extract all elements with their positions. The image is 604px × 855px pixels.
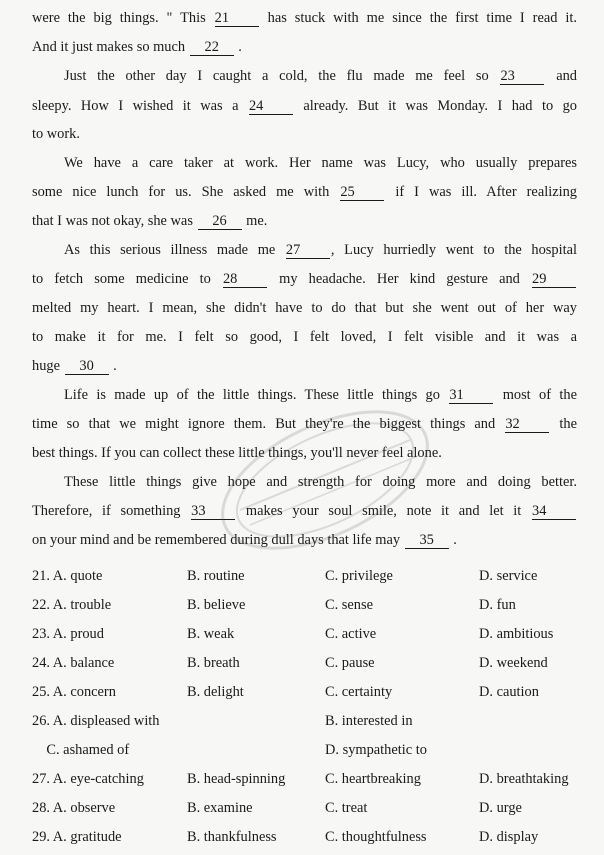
passage-line [32,414,577,434]
option-3: D. urge [479,800,522,816]
option-2: D. sympathetic to [325,742,427,758]
passage-text: sleepy. How I wished it was a [32,98,248,114]
passage-line [32,530,577,550]
passage-text: And it just makes so much [32,39,189,55]
option-1: B. routine [187,568,245,584]
blank-22: 22 [190,39,234,56]
passage-line [32,211,577,231]
passage-line [64,66,577,86]
blank-28: 28 [223,271,267,288]
passage-text: makes your soul smile, note it and let it [236,503,531,519]
passage-text: the [550,416,578,432]
option-2: C. privilege [325,568,393,584]
passage-text: . [449,532,457,548]
passage-line [32,124,577,144]
blank-34: 34 [532,503,576,520]
passage-text: huge [32,358,64,374]
passage-line [32,182,577,202]
passage-text: on your mind and be remembered during dull days that life may [32,532,404,548]
blank-33: 33 [191,503,235,520]
option-3: D. caution [479,684,539,700]
option-1: B. head-spinning [187,771,286,787]
option-3: D. service [479,568,538,584]
passage-line [32,269,577,289]
passage-text: time so that we might ignore them. But they're the biggest things and [32,416,505,432]
blank-31: 31 [449,387,493,404]
blank-35: 35 [405,532,449,549]
passage-text: . [234,39,242,55]
option-0: 23. A. proud [32,626,104,642]
option-2: C. pause [325,655,375,671]
option-3: D. weekend [479,655,548,671]
option-1: B. delight [187,684,244,700]
passage-line [32,37,577,57]
option-3: D. display [479,829,539,845]
option-0: C. ashamed of [32,742,130,758]
blank-26: 26 [198,213,242,230]
option-2: C. treat [325,800,368,816]
option-3: D. breathtaking [479,771,569,787]
passage-line [32,501,577,521]
passage-line [32,327,577,347]
passage-text: These little things give hope and strength for doing more and doing better. [64,474,577,490]
option-2: C. certainty [325,684,393,700]
option-3: D. ambitious [479,626,554,642]
passage-text: already. But it was Monday. I had to go [293,98,577,114]
passage-text: were the big things. " This [32,10,214,26]
blank-24: 24 [249,98,293,115]
option-1: B. breath [187,655,240,671]
option-0: 21. A. quote [32,568,103,584]
passage-line [32,356,577,376]
passage-line [32,443,577,463]
passage-line [64,153,577,173]
passage-text: and [545,68,577,84]
passage-text: to fetch some medicine to [32,271,222,287]
option-0: 24. A. balance [32,655,115,671]
passage-text: Just the other day I caught a cold, the flu made me feel so [64,68,500,84]
blank-23: 23 [500,68,544,85]
option-1: B. thankfulness [187,829,277,845]
blank-32: 32 [505,416,549,433]
option-2: B. interested in [325,713,413,729]
passage-line [64,385,577,405]
passage-line [64,472,577,492]
blank-27: 27 [286,242,330,259]
option-3: D. fun [479,597,516,613]
option-1: B. believe [187,597,246,613]
passage-line [64,240,577,260]
blank-30: 30 [65,358,109,375]
passage-text: my headache. Her kind gesture and [267,271,531,287]
passage-text: me. [242,213,268,229]
passage-text: if I was ill. After realizing [385,184,577,200]
passage-line [32,298,577,318]
passage-text: that I was not okay, she was [32,213,197,229]
passage-line [32,96,577,116]
passage-text: . [109,358,117,374]
option-0: 28. A. observe [32,800,116,816]
passage-text: to make it for me. I felt so good, I felt loved, I felt visible and it was a [32,329,577,345]
passage-line [32,8,577,28]
option-0: 26. A. displeased with [32,713,160,729]
option-2: C. thoughtfulness [325,829,427,845]
option-2: C. active [325,626,377,642]
option-0: 22. A. trouble [32,597,112,613]
blank-25: 25 [340,184,384,201]
option-1: B. examine [187,800,253,816]
option-2: C. heartbreaking [325,771,421,787]
passage-text: to work. [32,126,80,142]
passage-text: some nice lunch for us. She asked me with [32,184,340,200]
option-0: 29. A. gratitude [32,829,122,845]
passage-text: most of the [494,387,577,403]
passage-text: has stuck with me since the first time I read it. [259,10,577,26]
passage-text: best things. If you can collect these little things, you'll never feel alone. [32,445,442,461]
blank-29: 29 [532,271,576,288]
passage-text: As this serious illness made me [64,242,285,258]
blank-21: 21 [215,10,259,27]
option-1: B. weak [187,626,235,642]
option-2: C. sense [325,597,373,613]
passage-text: melted my heart. I mean, she didn't have to do that but she went out of her way [32,300,577,316]
passage-text: Life is made up of the little things. These little things go [64,387,449,403]
passage-text: Therefore, if something [32,503,191,519]
passage-text: We have a care taker at work. Her name was Lucy, who usually prepares [64,155,577,171]
option-0: 25. A. concern [32,684,116,700]
option-0: 27. A. eye-catching [32,771,144,787]
passage-text: , Lucy hurriedly went to the hospital [330,242,577,258]
